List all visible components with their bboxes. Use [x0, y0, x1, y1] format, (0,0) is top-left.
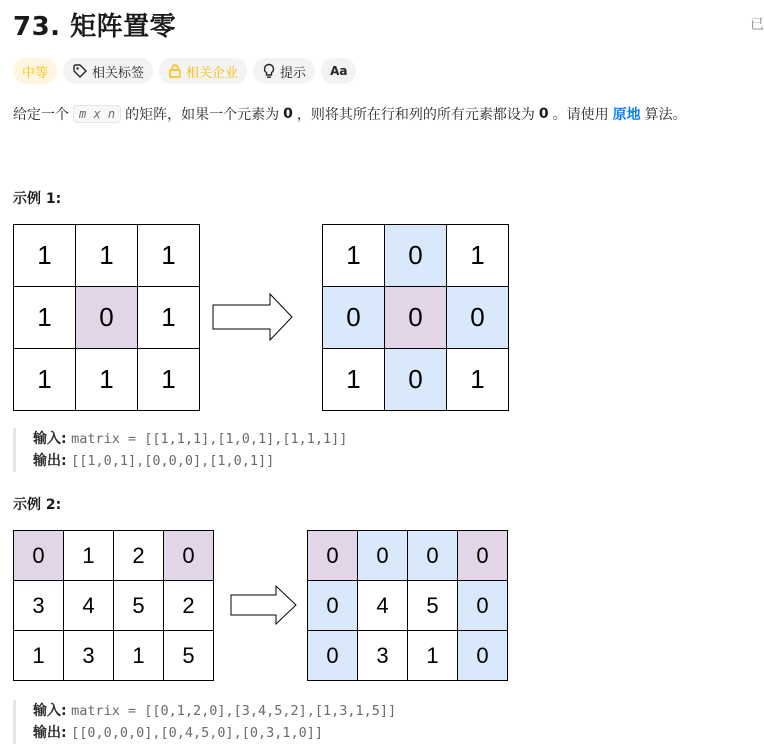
matrix-cell-zeroed: 0	[447, 287, 509, 349]
matrix-cell: 1	[323, 349, 385, 411]
problem-description	[13, 104, 687, 124]
matrix-cell: 1	[138, 225, 200, 287]
difficulty-badge[interactable]	[13, 58, 57, 84]
input-label: 输入:	[33, 703, 67, 719]
topics-label: 相关标签	[92, 65, 145, 81]
matrix-cell-zeroed: 0	[358, 531, 408, 581]
output-label: 输出:	[33, 453, 67, 469]
in-place-link[interactable]: 原地	[612, 107, 641, 123]
matrix-cell: 1	[76, 225, 138, 287]
matrix-cell: 5	[408, 581, 458, 631]
matrix-cell-zero: 0	[14, 531, 64, 581]
matrix-cell: 4	[358, 581, 408, 631]
input-label: 输入:	[33, 431, 67, 447]
translate-button[interactable]	[321, 58, 356, 84]
matrix-cell: 1	[447, 225, 509, 287]
tag-bar	[13, 58, 356, 84]
desc-part-4: 。请使用	[552, 107, 609, 123]
output-value: [[1,0,1],[0,0,0],[1,0,1]]	[71, 453, 275, 469]
translate-icon: Aa	[330, 64, 348, 78]
output-value: [[0,0,0,0],[0,4,5,0],[0,3,1,0]]	[71, 725, 324, 741]
matrix-cell-zero: 0	[164, 531, 214, 581]
matrix-cell: 3	[14, 581, 64, 631]
example-1-after-matrix	[322, 224, 509, 411]
matrix-cell-zeroed: 0	[323, 287, 385, 349]
example-2-title: 示例 2:	[13, 497, 62, 513]
matrix-cell: 2	[164, 581, 214, 631]
problem-title: 73. 矩阵置零	[13, 12, 177, 42]
example-2-after-matrix	[307, 530, 508, 681]
matrix-cell: 1	[76, 349, 138, 411]
matrix-cell-zeroed: 0	[458, 631, 508, 681]
matrix-cell: 1	[14, 631, 64, 681]
example-1-before-matrix	[13, 224, 200, 411]
matrix-cell-zero: 0	[308, 531, 358, 581]
matrix-cell: 2	[114, 531, 164, 581]
matrix-cell: 1	[408, 631, 458, 681]
matrix-cell: 1	[14, 349, 76, 411]
matrix-cell: 3	[358, 631, 408, 681]
desc-part-5: 算法。	[644, 107, 687, 123]
output-label: 输出:	[33, 725, 67, 741]
hints-label: 提示	[280, 65, 307, 81]
input-value: matrix = [[0,1,2,0],[3,4,5,2],[1,3,1,5]]	[71, 703, 397, 719]
matrix-cell-zero: 0	[458, 531, 508, 581]
companies-tag-button[interactable]	[159, 58, 247, 84]
matrix-cell-zeroed: 0	[408, 531, 458, 581]
inline-code-dimensions: m x n	[73, 105, 121, 123]
desc-zero-2: 0	[538, 106, 549, 122]
matrix-cell-zero: 0	[76, 287, 138, 349]
matrix-cell: 1	[14, 287, 76, 349]
example-2-before-matrix	[13, 530, 214, 681]
lightbulb-icon	[262, 63, 276, 79]
matrix-cell: 1	[447, 349, 509, 411]
desc-zero-1: 0	[283, 106, 293, 122]
matrix-cell: 1	[64, 531, 114, 581]
matrix-cell-zeroed: 0	[308, 631, 358, 681]
input-value: matrix = [[1,1,1],[1,0,1],[1,1,1]]	[71, 431, 348, 447]
matrix-cell: 5	[164, 631, 214, 681]
matrix-cell-zeroed: 0	[385, 225, 447, 287]
transform-arrow-icon	[230, 584, 298, 626]
matrix-cell: 1	[138, 287, 200, 349]
matrix-cell: 1	[114, 631, 164, 681]
desc-part-1: 给定一个	[13, 107, 69, 123]
matrix-cell: 3	[64, 631, 114, 681]
matrix-cell: 4	[64, 581, 114, 631]
matrix-cell: 1	[138, 349, 200, 411]
matrix-cell-zeroed: 0	[385, 349, 447, 411]
matrix-cell: 1	[14, 225, 76, 287]
hints-button[interactable]	[253, 58, 315, 84]
companies-label: 相关企业	[186, 65, 239, 81]
lock-icon	[168, 63, 182, 79]
tag-icon	[72, 63, 88, 79]
solved-status: 已	[750, 17, 764, 33]
matrix-cell-zeroed: 0	[458, 581, 508, 631]
desc-part-2: 的矩阵，如果一个元素为	[125, 107, 280, 123]
example-1-io	[13, 428, 347, 472]
matrix-cell: 5	[114, 581, 164, 631]
difficulty-label: 中等	[22, 65, 49, 81]
transform-arrow-icon	[212, 292, 294, 342]
matrix-cell: 1	[323, 225, 385, 287]
matrix-cell-zero: 0	[385, 287, 447, 349]
topics-tag-button[interactable]	[63, 58, 153, 84]
example-1-title: 示例 1:	[13, 191, 62, 207]
desc-part-3: ，则将其所在行和列的所有元素都设为	[296, 107, 535, 123]
example-2-io	[13, 700, 396, 744]
matrix-cell-zeroed: 0	[308, 581, 358, 631]
